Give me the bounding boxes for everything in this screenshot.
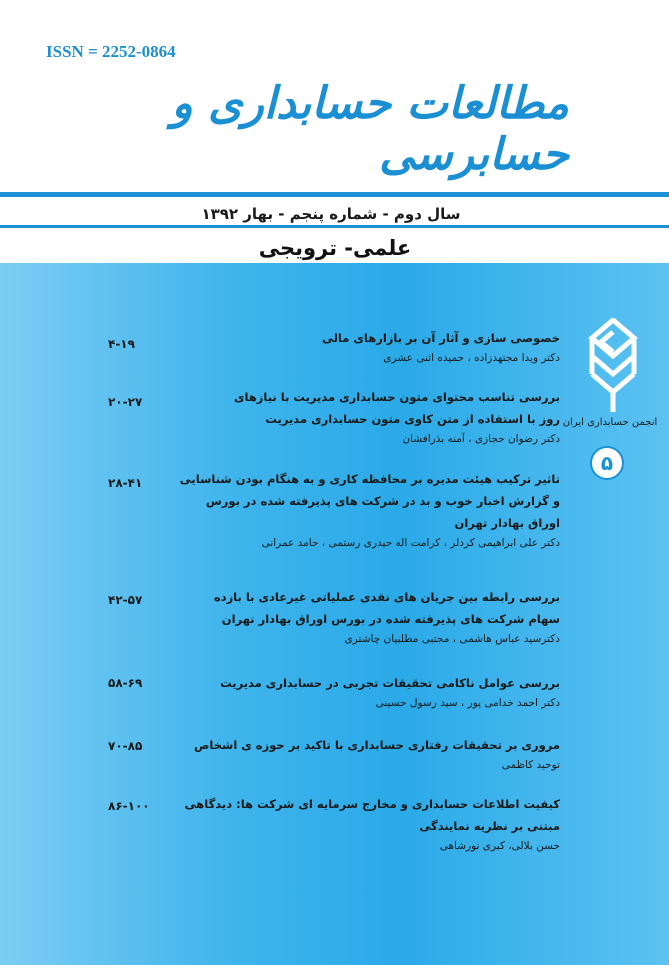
article-7-pages: ۸۶-۱۰۰ <box>108 799 150 813</box>
article-5[interactable] <box>110 672 560 712</box>
article-5-pages: ۵۸-۶۹ <box>108 676 143 690</box>
article-4[interactable] <box>110 586 560 648</box>
article-2-title-line-1[interactable]: بررسی تناسب محتوای متون حسابداری مدیریت با نیازهای <box>233 390 560 404</box>
article-7[interactable] <box>110 793 560 855</box>
article-7-title-line-2[interactable]: مبتنی بر نظریه نمایندگی <box>419 819 560 833</box>
article-3-title-line-3[interactable]: اوراق بهادار تهران <box>454 516 560 530</box>
journal-title: مطالعات حسابداری و حسابرسی <box>171 78 569 180</box>
article-2-pages: ۲۰-۲۷ <box>108 395 143 409</box>
article-6-authors: توحید کاظمی <box>501 759 560 771</box>
article-3-title-line-2[interactable]: و گزارش اخبار خوب و بد در شرکت های پذیرفته شده در بورس <box>205 494 560 508</box>
article-3-pages: ۲۸-۴۱ <box>108 476 143 490</box>
article-3[interactable] <box>110 468 560 552</box>
article-7-authors: حسن بلالی، کبری نورشاهی <box>439 840 560 852</box>
issn-label: ISSN = 2252-0864 <box>46 42 176 61</box>
article-7-title-line-1[interactable]: کیفیت اطلاعات حسابداری و مخارج سرمایه ای شرکت ها: دیدگاهی <box>184 797 560 811</box>
cover-header <box>0 0 669 192</box>
category-label: علمی- ترویجی <box>258 236 412 260</box>
article-6-pages: ۷۰-۸۵ <box>108 739 143 753</box>
article-6-title[interactable]: مروری بر تحقیقات رفتاری حسابداری با تاکید بر حوزه ی اشخاص <box>193 738 560 752</box>
article-6[interactable] <box>110 734 560 774</box>
article-4-authors: دکترسید عباس هاشمی ، مجتبی مطلبیان چاشتری <box>344 633 560 645</box>
article-1-title[interactable]: خصوصی سازی و آثار آن بر بازارهای مالی <box>321 331 560 345</box>
article-5-title[interactable]: بررسی عوامل ناکامی تحقیقات تجربی در حسابداری مدیریت <box>220 676 560 690</box>
article-4-title-line-2[interactable]: سهام شرکت های پذیرفته شده در بورس اوراق بهادار تهران <box>221 612 560 626</box>
issue-number-badge: ۵ <box>590 446 624 480</box>
article-4-pages: ۴۲-۵۷ <box>108 593 143 607</box>
article-2-authors: دکتر رضوان حجازی ، آمنه بذرافشان <box>402 433 560 445</box>
article-5-authors: دکتر احمد خدامی پور ، سید رسول حسینی <box>375 697 560 709</box>
society-logo-icon <box>586 318 640 414</box>
article-2[interactable] <box>110 386 560 448</box>
article-3-authors: دکتر علی ابراهیمی کردلر ، کرامت اله حیدری رستمی ، حامد عمرانی <box>261 537 560 549</box>
issue-line: سال دوم - شماره پنجم - بهار ۱۳۹۲ <box>201 205 461 223</box>
article-3-title-line-1[interactable]: تاثیر ترکیب هیئت مدیره بر محافظه کاری و به هنگام بودن شناسایی <box>179 472 560 486</box>
article-1-pages: ۴-۱۹ <box>108 337 135 351</box>
article-4-title-line-1[interactable]: بررسی رابطه بین جریان های نقدی عملیاتی غیرعادی با بازده <box>213 590 560 604</box>
article-1[interactable] <box>110 327 560 367</box>
article-1-authors: دکتر ویدا مجتهدزاده ، حمیده اثنی عشری <box>383 352 560 364</box>
article-2-title-line-2[interactable]: روز با استفاده از متن کاوی متون حسابداری مدیریت <box>265 412 560 426</box>
society-name: انجمن حسابداری ایران <box>562 417 658 428</box>
